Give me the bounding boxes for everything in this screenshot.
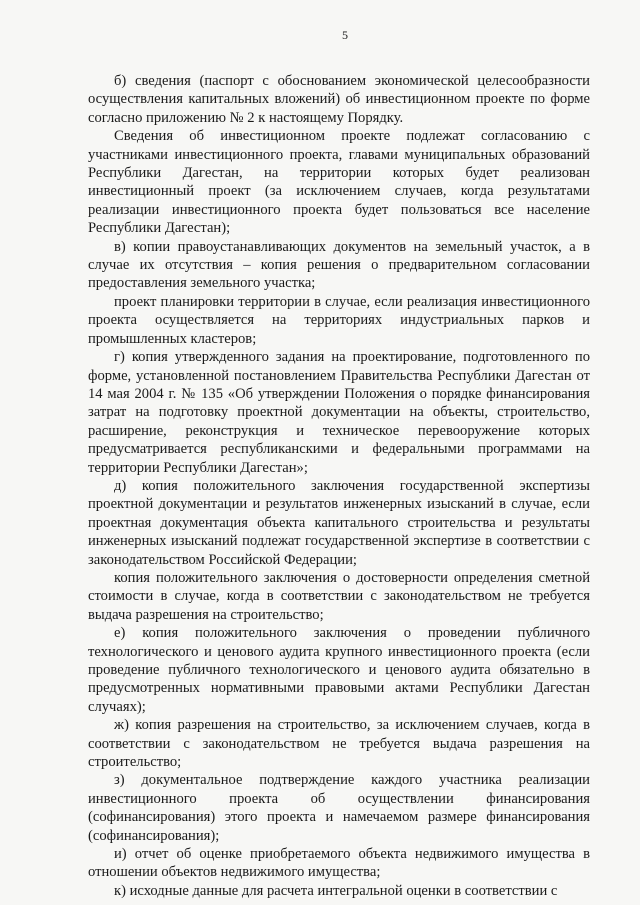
paragraph-k: к) исходные данные для расчета интегральной оценки в соответствии с	[114, 882, 558, 899]
paragraph-approval: Сведения об инвестиционном проекте подлежат согласованию с участниками инвестиционного проекта, главами муниципальных образований Республики Дагестан, на территории которых будет реализован инвестиционный проект (за исключением случаев, когда результатами реализации инвестиционного проекта будет пользоваться все население Республики Дагестан);	[88, 128, 590, 237]
paragraph-i: и) отчет об оценке приобретаемого объекта недвижимого имущества в отношении объектов недвижимого имущества;	[88, 846, 590, 881]
paragraph-b: б) сведения (паспорт с обоснованием экономической целесообразности осуществления капитальных вложений) об инвестиционном проекте по форме согласно приложению № 2 к настоящему Порядку.	[88, 73, 590, 126]
paragraph-z: з) документальное подтверждение каждого участника реализации инвестиционного проекта об осуществлении финансирования (софинансирования) этого проекта и намечаемом размере финансирования (софинансирования);	[88, 772, 590, 844]
paragraph-zh: ж) копия разрешения на строительство, за исключением случаев, когда в соответствии с законодательством не требуется выдача разрешения на строительство;	[88, 717, 590, 771]
paragraph-v: в) копии правоустанавливающих документов на земельный участок, а в случае их отсутствия – копия решения о предварительном согласовании предоставления земельного участка;	[88, 238, 590, 292]
paragraph-g: г) копия утвержденного задания на проектирование, подготовленного по форме, установленной постановлением Правительства Республики Дагестан от 14 мая 2004 г. № 135 «Об утверждении Положения о порядке финансирования затрат на подготовку проектной документации на объекты, строительство, расширение, реконструкция и техническое перевооружение которых предусматривается республиканскими и федеральными программами на территории Республики Дагестан»;	[88, 349, 590, 476]
document-body	[88, 72, 590, 900]
paragraph-e: е) копия положительного заключения о проведении публичного технологического и ценового аудита крупного инвестиционного проекта (если проведение публичного технологического и ценового аудита обязательно в предусмотренных нормативными правовыми актами Республики Дагестан случаях);	[88, 625, 590, 715]
page-number: 5	[342, 28, 348, 42]
paragraph-estimate: копия положительного заключения о достоверности определения сметной стоимости в случае, когда в соответствии с законодательством не требуется выдача разрешения на строительство;	[88, 569, 590, 623]
paragraph-d: д) копия положительного заключения государственной экспертизы проектной документации и результатов инженерных изысканий в случае, если проектная документация объекта капитального строительства и результаты инженерных изысканий подлежат государственной экспертизе в соответствии с законодательством Российской Федерации;	[88, 477, 590, 568]
paragraph-planning: проект планировки территории в случае, если реализация инвестиционного проекта осуществляется на территориях индустриальных парков и промышленных кластеров;	[88, 293, 590, 347]
